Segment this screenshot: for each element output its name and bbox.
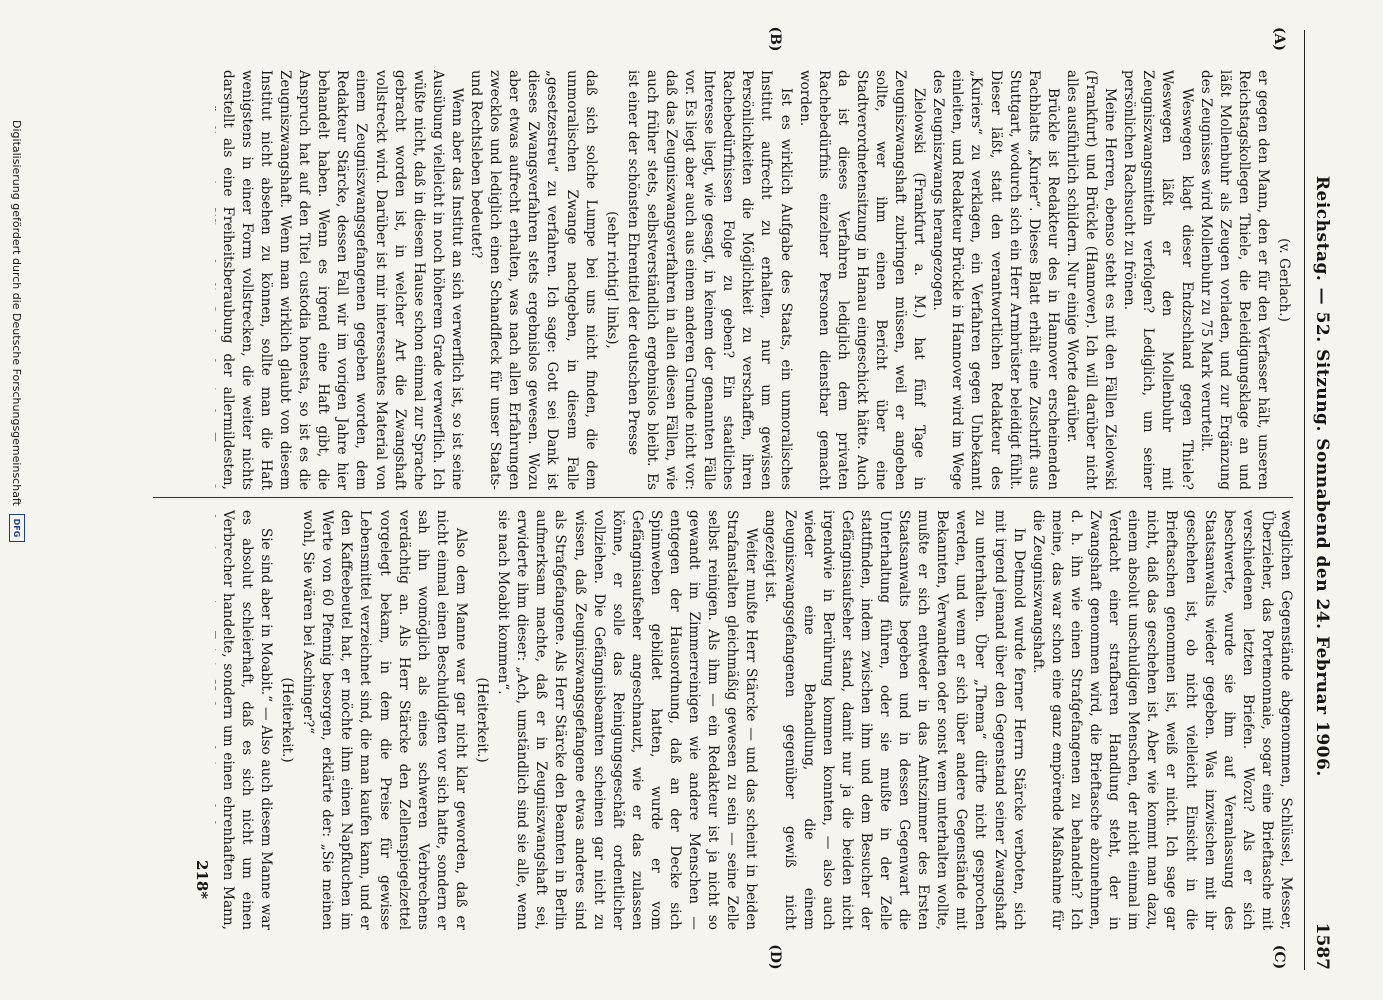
paragraph: (Heiterkeit.) (279, 677, 296, 763)
paragraph: (Heiterkeit.) (474, 677, 491, 763)
paragraph: weglichen Gegenstände abgenommen, Schlüssel, Messer, Überzieher, das Portemonnaie, sogar eine Brieftasche mit verschiedenen letzten Briefen. Wozu? Als er sich beschwerte, wurde sie ihm auf Veranlassung des Staatsanwalts wieder gegeben. Was inzwischen mit ihr geschehen ist, ob nicht vielleicht Einsicht in die Brieftaschen genommen ist, weiß er nicht. Ich sage gar nicht, daß das geschehen ist. Aber wie kommt man dazu, einem absolut unschuldigen Menschen, der nicht einmal im Verdacht einer strafbaren Handlung steht, der in Zwangshaft genommen wird, die Brieftasche abzunehmen, d. h. ihn wie einen Strafgefangenen zu behandeln? Ich meine, das war schon eine ganz empörende Maßnahme für die Zeugniszwangshaft. (1029, 510, 1294, 930)
header-page-number: 1587 (1312, 922, 1332, 970)
margin-marker-b: (B) (767, 26, 783, 52)
paragraph: (v. Gerlach.) (1276, 238, 1292, 322)
header-title: Reichstag. — 52. Sitzung. Sonnabend den 24. Februar 1906. (1312, 175, 1332, 777)
sheet-number: 218* (193, 860, 211, 900)
paragraph: Ist es wirklich Aufgabe des Staats, ein unmoralisches Institut aufrecht zu erhalten, nur um gewissen Persönlichkeiten die Möglichkeit zu verschaffen, ihren Rachebedürfnissen Folge zu geben? Ein staatliches Interesse liegt, wie gesagt, in keinem der genannten Fälle vor. Es liegt aber auch aus einem anderen Grunde nicht vor: daß das Zeugniszwangsverfahren in allen diesen Fällen, wie auch früher stets, selbstverständlich ergebnislos bleibt. Es ist einer der schönsten Ehrentitel der deutschen Presse (624, 70, 794, 490)
paragraph: Brückle ist Redakteur des in Hannover erscheinenden Fachblatts „Kurier“. Dieses Blatt erhält eine Zuschrift aus Stuttgart, wodurch sich ein Herr Armbrüster beleidigt fühlt. Dieser läßt, statt den verantwortlichen Redakteur des „Kuriers“ zu verklagen, ein Verfahren gegen Unbekannt einleiten, und Redakteur Brückle in Hannover wird im Wege des Zeugniszwangs herangezogen. (930, 70, 1061, 490)
paragraph: Meine Herren, ebenso steht es mit den Fällen Zielowski (Frankfurt) und Brückle (Hannover). Ich will darüber nicht alles ausführlich schildern. Nur einige Worte darüber. (1063, 70, 1119, 490)
left-column (215, 70, 1295, 490)
margin-marker-a: (A) (1271, 26, 1287, 52)
paragraph: Also dem Manne war gar nicht klar geworden, daß er nicht einmal einen Beschuldigten vor sich hatte, sondern er sah ihn womöglich als eines schweren Verbrechens verdächtig an. Als Herr Stärcke den Zellenspiegelzettel vorgelegt bekam, in dem die Preise für gewisse Lebensmittel verzeichnet sind, die man kaufen kann, und er den Kaffeebeutel hat, er möchte ihm einen Napfkuchen im Werte von 60 Pfennig besorgen, erklärte der: „Sie meinen wohl, Sie wären bei Aschinger?“ (300, 510, 469, 930)
paragraph: Sie sind aber in Moabit.“ — Also auch diesem Manne war es absolut schleierhaft, daß es sich nicht um einen Verbrecher handelte, sondern um einen ehrenhaften Mann, (219, 510, 275, 930)
margin-marker-c: (C) (1271, 944, 1287, 970)
paragraph: Weiter mußte Herr Stärcke — und das scheint in beiden Strafanstalten gleichmäßig gewesen zu sein — seine Zelle selbst reinigen. Als ihm — ein Redakteur ist ja nicht so gewandt im Zimmerreinigen wie andere Menschen — entgegen der Hausordnung, daß an der Decke sich Spinnweben gebildet hatten, wurde er vom Gefängnisaufseher angeschnauzt, wie er das zulassen könne, er solle das Reinigungsgeschäft ordentlicher vollziehen. Die Gefängnisbeamten scheinen gar nicht zu wissen, daß Zeugniszwangsgefangene etwas anderes sind als Strafgefangene. Als Herr Stärcke den Beamten in Berlin aufmerksam machte, daß er in Zeugniszwangshaft sei, erwiderte ihm dieser: „Ach, umständlich sind sie alle, wenn sie nach Moabit kommen“. (495, 510, 760, 930)
paragraph: (sehr richtig! links), (603, 211, 620, 349)
paragraph: daß sich solche Lumpe bei uns nicht finden, die dem unmoralischen Zwange nachgeben, in diesem Falle „gesetzestreu“ zu verfahren. Ich sage: Gott sei Dank ist dieses Zwangsverfahren stets ergebnislos gewesen. Wozu aber etwas aufrecht erhalten, was nach allen Erfahrungen zwecklos und lediglich einen Schandfleck für unser Staats- und Rechtsleben bedeutet? (468, 70, 599, 490)
paragraph: Weswegen klagt dieser Endzschland gegen Thiele? Weswegen läßt er den Mollenbuhr mit Zeugniszwangsmitteln verfolgen? Lediglich, um seiner persönlichen Rachsucht zu frönen. (1121, 70, 1195, 490)
margin-marker-d: (D) (767, 944, 783, 970)
digitization-note (9, 120, 25, 880)
right-column (215, 510, 1295, 930)
paragraph: Wenn aber das Institut an sich verwerflich ist, so ist seine Ausübung vielleicht in noch höherem Grade verwerflich. Ich wüßte nicht, daß in diesem Hause schon einmal zur Sprache gebracht worden ist, in welcher Art die Zwangshaft vollstreckt wird. Darüber ist mir interessantes Material von einem Zeugniszwangsgefangenen gegeben worden, dem Redakteur Stärcke, dessen Fall wir im vorigen Jahre hier behandelt haben. Wenn es irgend eine Haft gibt, die Anspruch hat auf den Titel custodia honesta, so ist es die Zeugniszwangshaft. Wenn man wirklich glaubt von diesem Institut nicht absehen zu können, sollte man die Haft wenigstens in einer Form vollstrecken, die weiter nichts darstellt als eine Freiheitsberaubung der allermildesten, (219, 70, 465, 490)
paragraph: er gegen den Mann, den er für den Verfasser hält, unseren Reichstagskollegen Thiele, die Beleidigungsklage an und läßt Mollenbuhr als Zeugen vorladen, und zur Ergänzung des Zeugnisses wird Mollenbuhr zu 75 Mark verurteilt. (1197, 70, 1271, 490)
column-divider (153, 497, 1293, 498)
running-header (1304, 30, 1339, 970)
digitization-note-text: Digitalisierung gefördert durch die Deutsche Forschungsgemeinschaft (10, 120, 24, 506)
dfg-logo: DFG (9, 514, 25, 542)
paragraph: In Detmold wurde ferner Herrn Stärcke verboten, sich mit irgend jemand über den Gegenstand seiner Zwangshaft zu unterhalten. Über „Thema“ dürfte nicht gesprochen werden, und wenn er sich über andere Gegenstände mit Bekannten, Verwandten oder sonst wem unterhalten wollte, mußte er sich entweder in das Amtszimmer des Ersten Staatsanwalts begeben und in dessen Gegenwart die Unterhaltung führen, oder sie mußte in der Zelle stattfinden, indem zwischen ihm und dem Besucher der Gefängnisaufseher stand, damit nur ja die beiden nicht irgendwie in Berührung kommen konnten, — also auch wieder eine Behandlung, die einem Zeugniszwangsgefangenen gegenüber gewiß nicht angezeigt ist. (762, 510, 1027, 930)
paragraph: Zielowski (Frankfurt a. M.) hat fünf Tage in Zeugniszwangshaft zubringen müssen, weil er angeben sollte, wer ihm einen Bericht über eine Stadtverordnetensitzung in Hanau eingeschickt hätte. Auch da ist dieses Verfahren lediglich dem privaten Rachebedürfnis einzelner Personen dienstbar gemacht worden. (796, 70, 928, 490)
